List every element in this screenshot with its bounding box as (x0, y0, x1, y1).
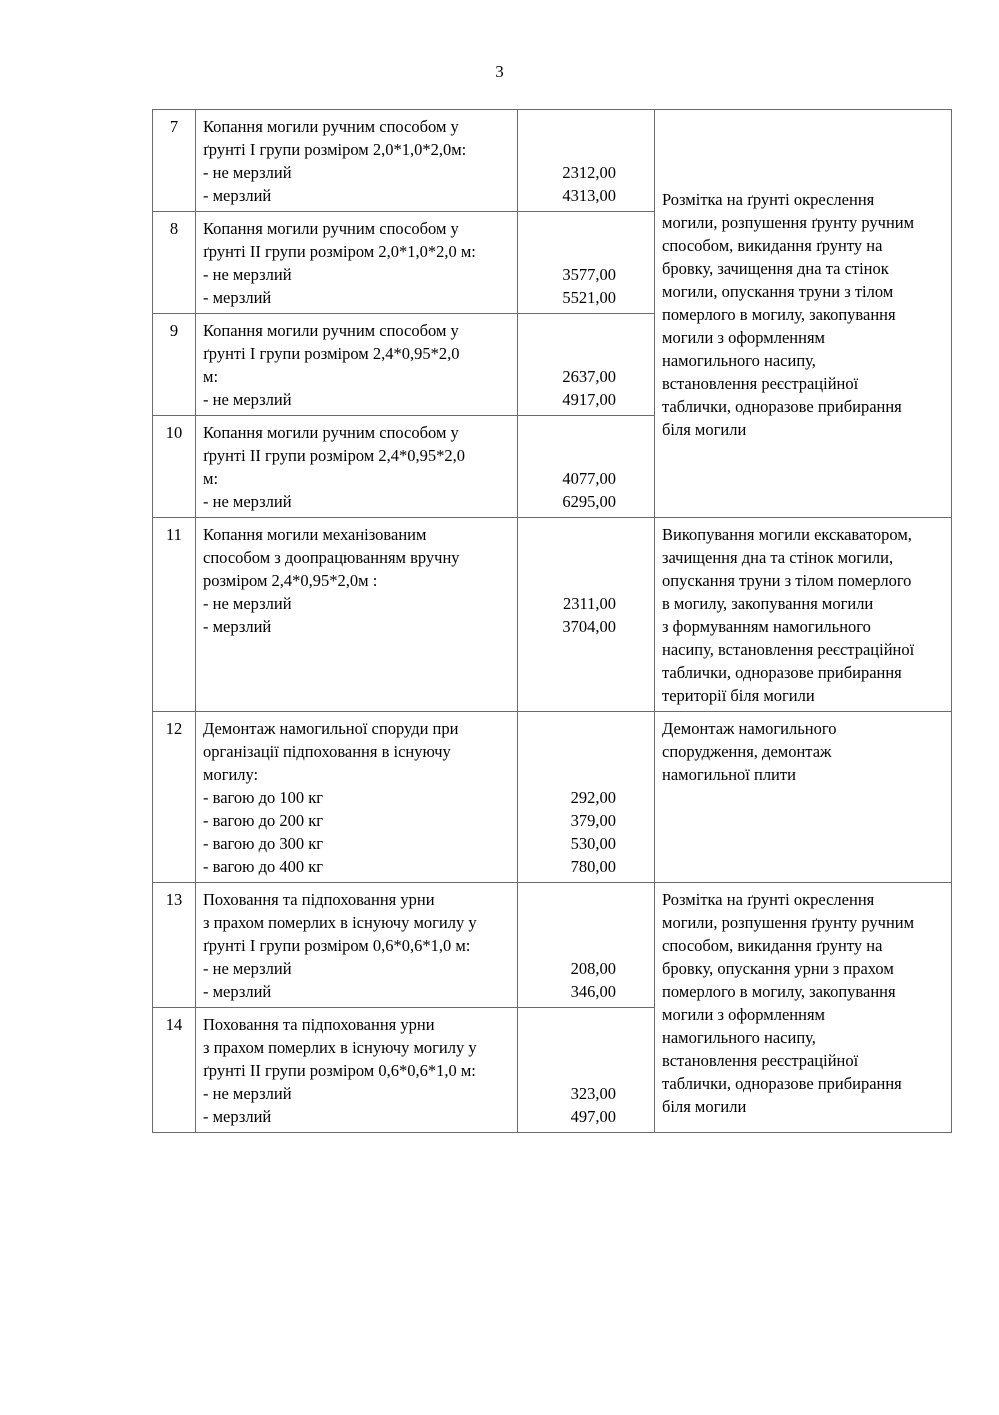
service-line: - не мерзлий (203, 492, 292, 511)
description-line: встановлення реєстраційної (662, 373, 859, 393)
description-line: померлого в могилу, закопування (662, 982, 896, 1001)
price-value: 3704,00 (562, 617, 616, 636)
service-line: Демонтаж намогильної споруди при (203, 719, 459, 738)
service-line: - не мерзлий (203, 163, 292, 182)
service-line: - мерзлий (203, 186, 272, 205)
service-line: ґрунті І групи розміром 2,4*0,95*2,0 (203, 344, 460, 363)
service-cell (196, 212, 518, 314)
price-value: 4917,00 (562, 390, 616, 409)
price-cell (518, 110, 655, 212)
service-cell (196, 883, 518, 1008)
description-line: Розмітка на ґрунті окреслення (662, 189, 875, 209)
service-line: - мерзлий (203, 1107, 272, 1126)
description-cell (655, 110, 952, 518)
description-line: в могилу, закопування могили (662, 594, 874, 613)
service-line: - не мерзлий (203, 390, 292, 409)
service-line: Копання могили механізованим (203, 525, 427, 544)
description-line: таблички, одноразове прибирання (662, 1074, 902, 1093)
description-line: Демонтаж намогильного (662, 719, 837, 738)
service-line: ґрунті ІІ групи розміром 2,0*1,0*2,0 м: (203, 242, 476, 261)
service-line: - не мерзлий (203, 594, 292, 613)
row-number: 9 (153, 314, 196, 416)
row-number: 11 (153, 518, 196, 712)
description-line: біля могили (662, 419, 747, 439)
service-line: м: (203, 469, 219, 488)
price-value: 208,00 (570, 959, 616, 978)
price-value: 2312,00 (562, 163, 616, 182)
service-line: Копання могили ручним способом у (203, 117, 459, 136)
description-line: таблички, одноразове прибирання (662, 663, 902, 682)
price-value: 530,00 (570, 834, 616, 853)
service-line: Копання могили ручним способом у (203, 423, 459, 442)
row-number: 7 (153, 110, 196, 212)
service-line: могилу: (203, 765, 259, 784)
service-line: Поховання та підпоховання урни (203, 1015, 435, 1034)
table-row (153, 883, 952, 1008)
price-value: 5521,00 (562, 288, 616, 307)
price-value: 4313,00 (562, 186, 616, 205)
price-cell (518, 314, 655, 416)
description-line: насипу, встановлення реєстраційної (662, 640, 915, 659)
price-value: 379,00 (570, 811, 616, 830)
description-cell (655, 883, 952, 1133)
price-value: 3577,00 (562, 265, 616, 284)
description-line: Розмітка на ґрунті окреслення (662, 890, 875, 909)
row-number: 14 (153, 1008, 196, 1133)
description-line: способом, викидання ґрунту на (662, 235, 883, 255)
service-line: - мерзлий (203, 982, 272, 1001)
service-line: Копання могили ручним способом у (203, 219, 459, 238)
description-line: Викопування могили екскаватором, (662, 525, 912, 544)
description-line: спорудження, демонтаж (662, 742, 832, 761)
price-value: 2637,00 (562, 367, 616, 386)
description-line: біля могили (662, 1097, 747, 1116)
description-line: з формуванням намогильного (662, 617, 871, 636)
service-line: - не мерзлий (203, 265, 292, 284)
description-line: могили з оформленням (662, 327, 826, 347)
price-value: 497,00 (570, 1107, 616, 1126)
service-cell (196, 314, 518, 416)
price-value: 780,00 (570, 857, 616, 876)
price-cell (518, 212, 655, 314)
description-line: встановлення реєстраційної (662, 1051, 859, 1070)
service-line: - не мерзлий (203, 1084, 292, 1103)
price-cell (518, 416, 655, 518)
description-line: території біля могили (662, 686, 815, 705)
service-line: ґрунті І групи розміром 2,0*1,0*2,0м: (203, 140, 467, 159)
description-cell (655, 518, 952, 712)
service-cell (196, 416, 518, 518)
description-line: намогильного насипу, (662, 1028, 816, 1047)
service-line: - вагою до 400 кг (203, 857, 324, 876)
service-cell (196, 518, 518, 712)
description-line: таблички, одноразове прибирання (662, 396, 902, 416)
price-value: 323,00 (570, 1084, 616, 1103)
price-cell (518, 1008, 655, 1133)
description-line: бровку, опускання урни з прахом (662, 959, 894, 978)
price-value: 346,00 (570, 982, 616, 1001)
price-cell (518, 883, 655, 1008)
description-line: могили, розпушення ґрунту ручним (662, 913, 915, 932)
price-cell (518, 518, 655, 712)
price-value: 4077,00 (562, 469, 616, 488)
description-line: могили з оформленням (662, 1005, 826, 1024)
description-line: могили, опускання труни з тілом (662, 281, 894, 301)
service-line: ґрунті ІІ групи розміром 0,6*0,6*1,0 м: (203, 1061, 476, 1080)
service-line: - вагою до 100 кг (203, 788, 324, 807)
service-line: ґрунті ІІ групи розміром 2,4*0,95*2,0 (203, 446, 465, 465)
price-table (152, 109, 952, 1133)
service-line: з прахом померлих в існуючу могилу у (203, 913, 477, 932)
price-value: 292,00 (570, 788, 616, 807)
service-cell (196, 712, 518, 883)
table-row (153, 518, 952, 712)
service-line: - не мерзлий (203, 959, 292, 978)
description-line: намогильного насипу, (662, 350, 816, 370)
description-line: померлого в могилу, закопування (662, 304, 896, 324)
row-number: 13 (153, 883, 196, 1008)
row-number: 10 (153, 416, 196, 518)
description-line: опускання труни з тілом померлого (662, 571, 912, 590)
description-line: бровку, зачищення дна та стінок (662, 258, 889, 278)
price-cell (518, 712, 655, 883)
row-number: 12 (153, 712, 196, 883)
description-line: намогильної плити (662, 765, 796, 784)
description-cell (655, 712, 952, 883)
service-line: - мерзлий (203, 617, 272, 636)
price-value: 6295,00 (562, 492, 616, 511)
service-line: - мерзлий (203, 288, 272, 307)
service-cell (196, 110, 518, 212)
table-row (153, 110, 952, 212)
page-number: 3 (495, 62, 504, 81)
description-line: зачищення дна та стінок могили, (662, 548, 894, 567)
service-line: організації підпоховання в існуючу (203, 742, 451, 761)
service-line: Копання могили ручним способом у (203, 321, 459, 340)
table-row (153, 712, 952, 883)
service-line: Поховання та підпоховання урни (203, 890, 435, 909)
row-number: 8 (153, 212, 196, 314)
service-line: ґрунті І групи розміром 0,6*0,6*1,0 м: (203, 936, 471, 955)
service-line: м: (203, 367, 219, 386)
service-line: розміром 2,4*0,95*2,0м : (203, 571, 378, 590)
service-line: з прахом померлих в існуючу могилу у (203, 1038, 477, 1057)
service-line: - вагою до 200 кг (203, 811, 324, 830)
price-value: 2311,00 (562, 594, 616, 613)
service-line: способом з доопрацюванням вручну (203, 548, 460, 567)
service-cell (196, 1008, 518, 1133)
service-line: - вагою до 300 кг (203, 834, 324, 853)
description-line: способом, викидання ґрунту на (662, 936, 883, 955)
description-line: могили, розпушення ґрунту ручним (662, 212, 915, 232)
